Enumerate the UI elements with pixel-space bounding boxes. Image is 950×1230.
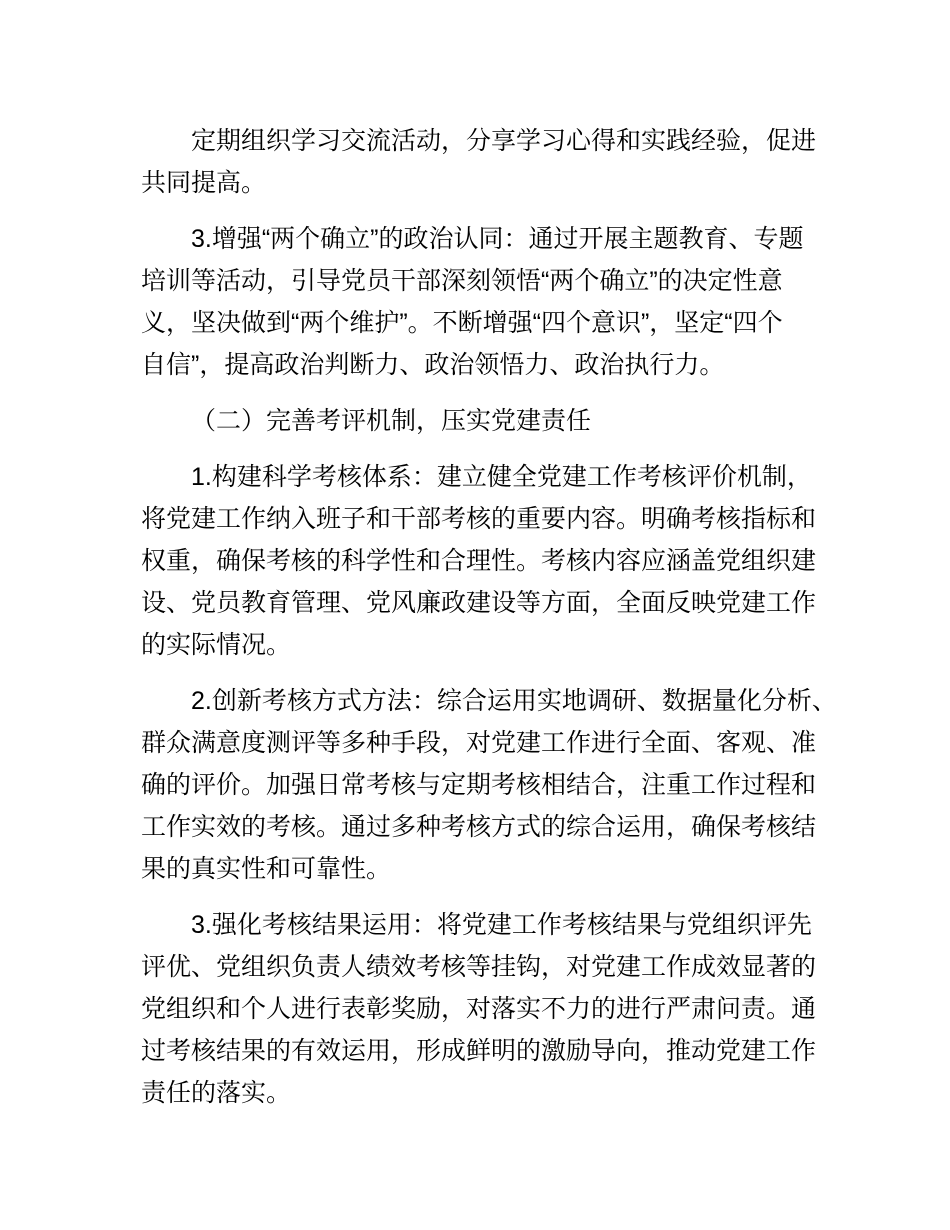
text-line: 义，坚决做到“两个维护”。不断增强“四个意识”，坚定“四个 — [141, 309, 783, 337]
text-line: 群众满意度测评等多种手段，对党建工作进行全面、客观、准 — [141, 729, 817, 757]
section-heading-line: （二）完善考评机制，压实党建责任 — [191, 407, 592, 435]
text-line: 1.构建科学考核体系：建立健全党建工作考核评价机制， — [191, 463, 812, 491]
text-line: 设、党员教育管理、党风廉政建设等方面，全面反映党建工作 — [141, 589, 817, 617]
text-line: 评优、党组织负责人绩效考核等挂钩，对党建工作成效显著的 — [141, 953, 817, 981]
text-line: 培训等活动，引导党员干部深刻领悟“两个确立”的决定性意 — [141, 267, 783, 295]
paragraph — [141, 904, 950, 1114]
text-line: 过考核结果的有效运用，形成鲜明的激励导向，推动党建工作 — [141, 1037, 817, 1065]
paragraph — [141, 680, 950, 890]
section-heading — [141, 400, 950, 442]
paragraph — [141, 218, 950, 386]
text-line: 3.强化考核结果运用：将党建工作考核结果与党组织评先 — [191, 911, 812, 939]
text-line: 果的真实性和可靠性。 — [141, 855, 392, 883]
text-line: 共同提高。 — [141, 169, 267, 197]
text-line: 将党建工作纳入班子和干部考核的重要内容。明确考核指标和 — [141, 505, 817, 533]
paragraph — [141, 456, 950, 666]
text-line: 确的评价。加强日常考核与定期考核相结合，注重工作过程和 — [141, 771, 817, 799]
text-line: 工作实效的考核。通过多种考核方式的综合运用，确保考核结 — [141, 813, 817, 841]
text-line: 2.创新考核方式方法：综合运用实地调研、数据量化分析、 — [191, 687, 837, 715]
text-line: 3.增强“两个确立”的政治认同：通过开展主题教育、专题 — [191, 225, 804, 253]
text-line: 定期组织学习交流活动，分享学习心得和实践经验，促进 — [191, 127, 817, 155]
paragraph — [141, 120, 950, 204]
text-line: 权重，确保考核的科学性和合理性。考核内容应涵盖党组织建 — [141, 547, 817, 575]
text-line: 自信”，提高政治判断力、政治领悟力、政治执行力。 — [141, 351, 725, 379]
text-line: 党组织和个人进行表彰奖励，对落实不力的进行严肃问责。通 — [141, 995, 817, 1023]
text-line: 的实际情况。 — [141, 631, 292, 659]
text-line: 责任的落实。 — [141, 1079, 292, 1107]
